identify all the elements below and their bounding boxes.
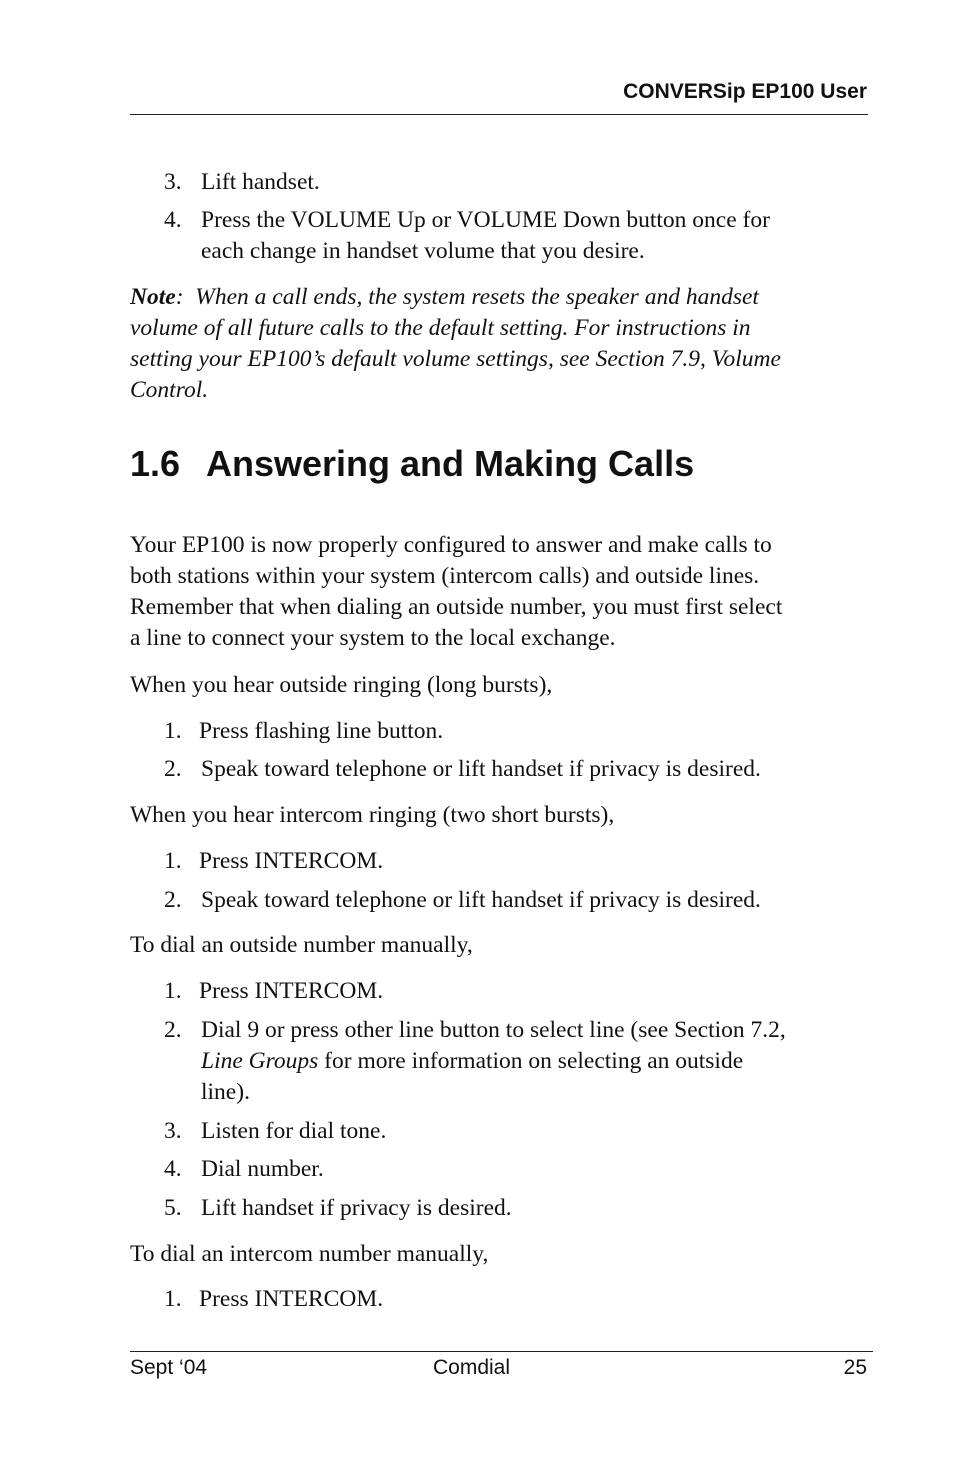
- section-title: Answering and Making Calls: [206, 443, 695, 484]
- cross-reference: Line Groups: [201, 1048, 319, 1074]
- section-number: 1.6: [130, 443, 181, 484]
- step-text: Speak toward telephone or lift handset if privacy is desired.: [201, 887, 761, 913]
- step-number: 4.: [164, 1156, 182, 1182]
- note-line: volume of all future calls to the default setting. For instructions in: [130, 315, 751, 341]
- step-text: Press flashing line button.: [199, 718, 444, 744]
- section-heading: [130, 443, 694, 485]
- note-block: [130, 282, 781, 406]
- step-text: Lift handset.: [201, 169, 320, 195]
- step-number: 4.: [164, 207, 182, 233]
- note-label: Note: [130, 284, 176, 310]
- header-rule: [130, 114, 868, 115]
- step-text: Press INTERCOM.: [199, 1286, 384, 1312]
- note-line: Control.: [130, 377, 209, 403]
- note-line: When a call ends, the system resets the speaker and handset: [195, 284, 759, 310]
- step-line: Dial 9 or press other line button to select line (see Section 7.2,: [201, 1017, 786, 1043]
- step-number: 2.: [164, 887, 182, 913]
- page-number: 25: [843, 1356, 867, 1379]
- step-number: 3.: [164, 169, 182, 195]
- step-number: 1.: [164, 848, 182, 874]
- step-text: [201, 1015, 786, 1108]
- lead-in-dial-intercom: To dial an intercom number manually,: [130, 1241, 489, 1267]
- step-number: 2.: [164, 756, 182, 782]
- step-number: 1.: [164, 1286, 182, 1312]
- paragraph-line: Your EP100 is now properly configured to answer and make calls to: [130, 532, 772, 558]
- footer-company: Comdial: [433, 1356, 511, 1379]
- step-text: Press INTERCOM.: [199, 978, 384, 1004]
- intro-paragraph: [130, 530, 782, 654]
- footer-rule: [130, 1351, 873, 1352]
- lead-in-intercom-ringing: When you hear intercom ringing (two short bursts),: [130, 802, 615, 828]
- running-header: CONVERSip EP100 User: [623, 80, 867, 103]
- footer-date: Sept ‘04: [130, 1356, 208, 1379]
- step-number: 1.: [164, 718, 182, 744]
- paragraph-line: a line to connect your system to the local exchange.: [130, 625, 616, 651]
- step-text: Lift handset if privacy is desired.: [201, 1195, 512, 1221]
- step-text: Press the VOLUME Up or VOLUME Down button once for: [201, 207, 770, 233]
- step-text: Listen for dial tone.: [201, 1118, 387, 1144]
- lead-in-outside-ringing: When you hear outside ringing (long bursts),: [130, 672, 553, 698]
- step-text: Press INTERCOM.: [199, 848, 384, 874]
- step-number: 2.: [164, 1017, 182, 1043]
- step-number: 1.: [164, 978, 182, 1004]
- step-number: 5.: [164, 1195, 182, 1221]
- step-line: line).: [201, 1079, 250, 1105]
- step-text: each change in handset volume that you desire.: [201, 238, 645, 264]
- paragraph-line: both stations within your system (intercom calls) and outside lines.: [130, 563, 760, 589]
- step-text: Dial number.: [201, 1156, 324, 1182]
- note-line: setting your EP100’s default volume settings, see Section 7.9, Volume: [130, 346, 781, 372]
- step-number: 3.: [164, 1118, 182, 1144]
- step-line: for more information on selecting an outside: [318, 1048, 744, 1074]
- note-separator: :: [175, 284, 184, 310]
- step-text: Speak toward telephone or lift handset if privacy is desired.: [201, 756, 761, 782]
- lead-in-dial-outside: To dial an outside number manually,: [130, 932, 473, 958]
- paragraph-line: Remember that when dialing an outside number, you must first select: [130, 594, 783, 620]
